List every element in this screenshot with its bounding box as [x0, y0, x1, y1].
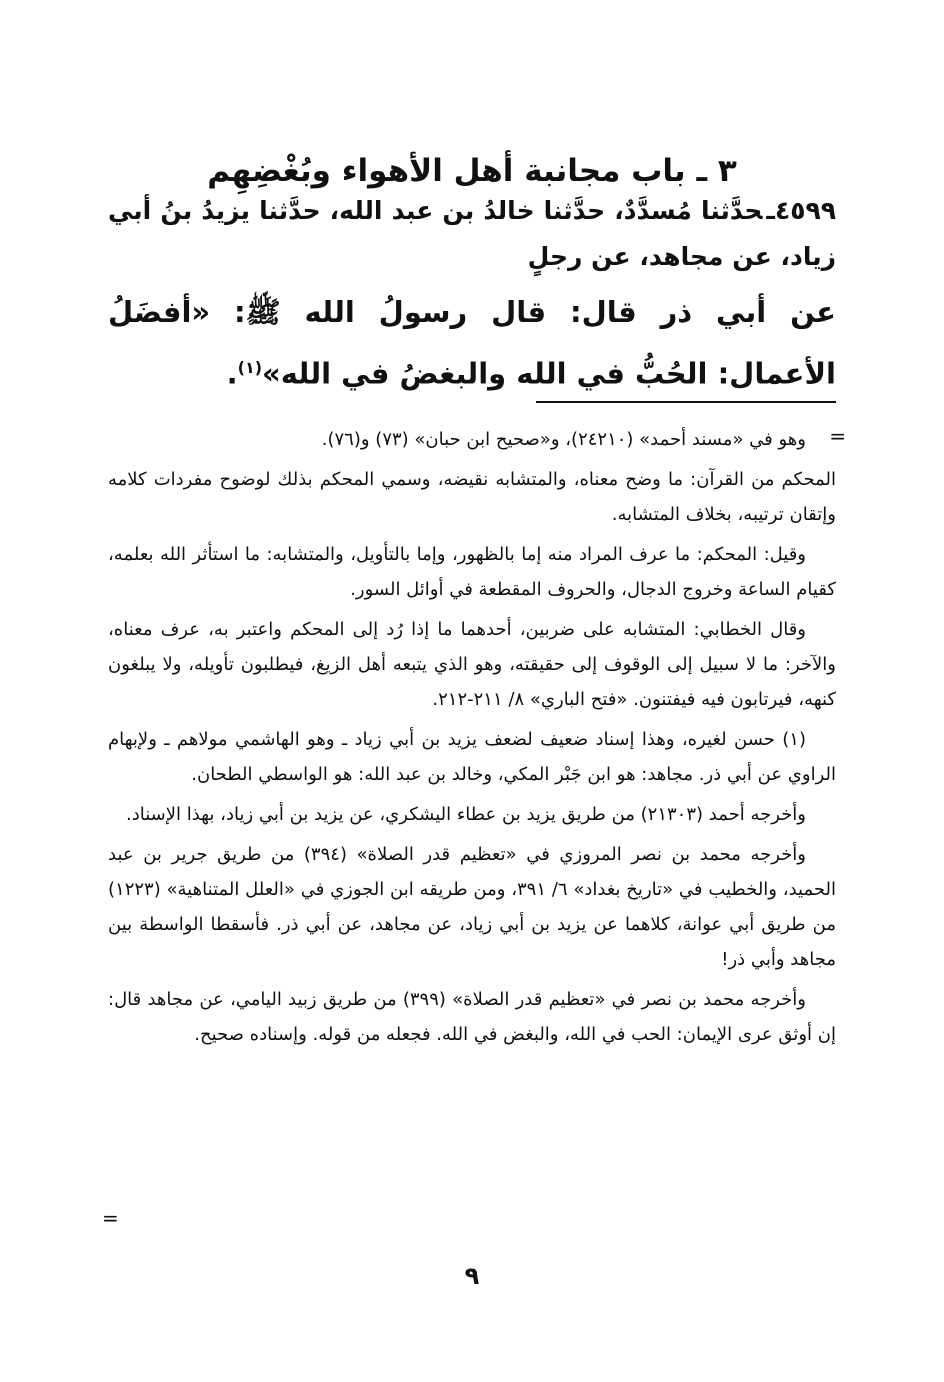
chapter-title: ٣ ـ باب مجانبة أهل الأهواء وبُغْضِهِم — [207, 152, 737, 189]
footnote-paragraph: وأخرجه محمد بن نصر المروزي في «تعظيم قدر الصلاة» (٣٩٤) من طريق جرير بن عبد الحميد، والخطيب في «تاريخ بغداد» ٦/ ٣٩١، ومن طريقه ابن الجوزي في «العلل المتناهية» (١٢٢٣) من طريق أبي عوانة، كلاهما عن يزيد بن أبي زياد، عن مجاهد، عن أبي ذر. فأسقطا الواسطة بين مجاهد وأبي ذر! — [108, 844, 836, 970]
footnote-paragraph: وقال الخطابي: المتشابه على ضربين، أحدهما ما إذا رُد إلى المحكم واعتبر به، عرف معناه، والآخر: ما لا سبيل إلى الوقوف إلى حقيقته، وهو الذي يتبعه أهل الزيغ، فيطلبون تأويله، ولا يبلغون كنهه، فيرتابون فيه فيفتنون. «فتح الباري» ٨/ ٢١١-٢١٢. — [108, 619, 836, 710]
footnote-paragraph: وأخرجه أحمد (٢١٣٠٣) من طريق يزيد بن عطاء اليشكري، عن يزيد بن أبي زياد، بهذا الإسناد. — [125, 804, 806, 825]
footnote-reference[interactable]: (١) — [237, 358, 263, 377]
page-number: ٩ — [464, 1262, 480, 1290]
footnote-divider — [536, 401, 836, 403]
continuation-mark-bottom: = — [102, 1206, 119, 1230]
footnotes-section — [108, 422, 836, 1057]
matn-text: عن أبي ذر قال: قال رسولُ الله ﷺ: «أفضَلُ الأعمال: الحُبُّ في الله والبغضُ في الله» — [108, 295, 836, 391]
footnote-paragraph: وقيل: المحكم: ما عرف المراد منه إما بالظهور، وإما بالتأويل، والمتشابه: ما استأثر الله بعلمه، كقيام الساعة وخروج الدجال، والحروف المقطعة في أوائل السور. — [108, 544, 836, 600]
isnad-text: حدَّثنا مُسدَّدٌ، حدَّثنا خالدُ بن عبد الله، حدَّثنا يزيدُ بنُ أبي زياد، عن مجاهد، عن رجلٍ — [108, 196, 836, 271]
hadith-isnad — [108, 188, 836, 280]
hadith-number: ٤٥٩٩ـ — [766, 196, 836, 225]
footnote-paragraph: (١) حسن لغيره، وهذا إسناد ضعيف لضعف يزيد بن أبي زياد ـ وهو الهاشمي مولاهم ـ ولإبهام الراوي عن أبي ذر. مجاهد: هو ابن جَبْر المكي، وخالد بن عبد الله: هو الواسطي الطحان. — [108, 729, 836, 785]
matn-end-mark: . — [226, 356, 238, 391]
footnote-paragraph: وهو في «مسند أحمد» (٢٤٢١٠)، و«صحيح ابن حبان» (٧٣) و(٧٦). — [321, 429, 806, 450]
continuation-mark-top: = — [829, 424, 846, 448]
footnote-paragraph: المحكم من القرآن: ما وضح معناه، والمتشابه نقيضه، وسمي المحكم بذلك لوضوح مفردات كلامه وإتقان ترتيبه، بخلاف المتشابه. — [108, 469, 836, 525]
footnote-paragraph: وأخرجه محمد بن نصر في «تعظيم قدر الصلاة» (٣٩٩) من طريق زبيد اليامي، عن مجاهد قال: إن أوثق عرى الإيمان: الحب في الله، والبغض في الله. فجعله من قوله. وإسناده صحيح. — [108, 989, 836, 1045]
hadith-matn — [108, 284, 836, 402]
